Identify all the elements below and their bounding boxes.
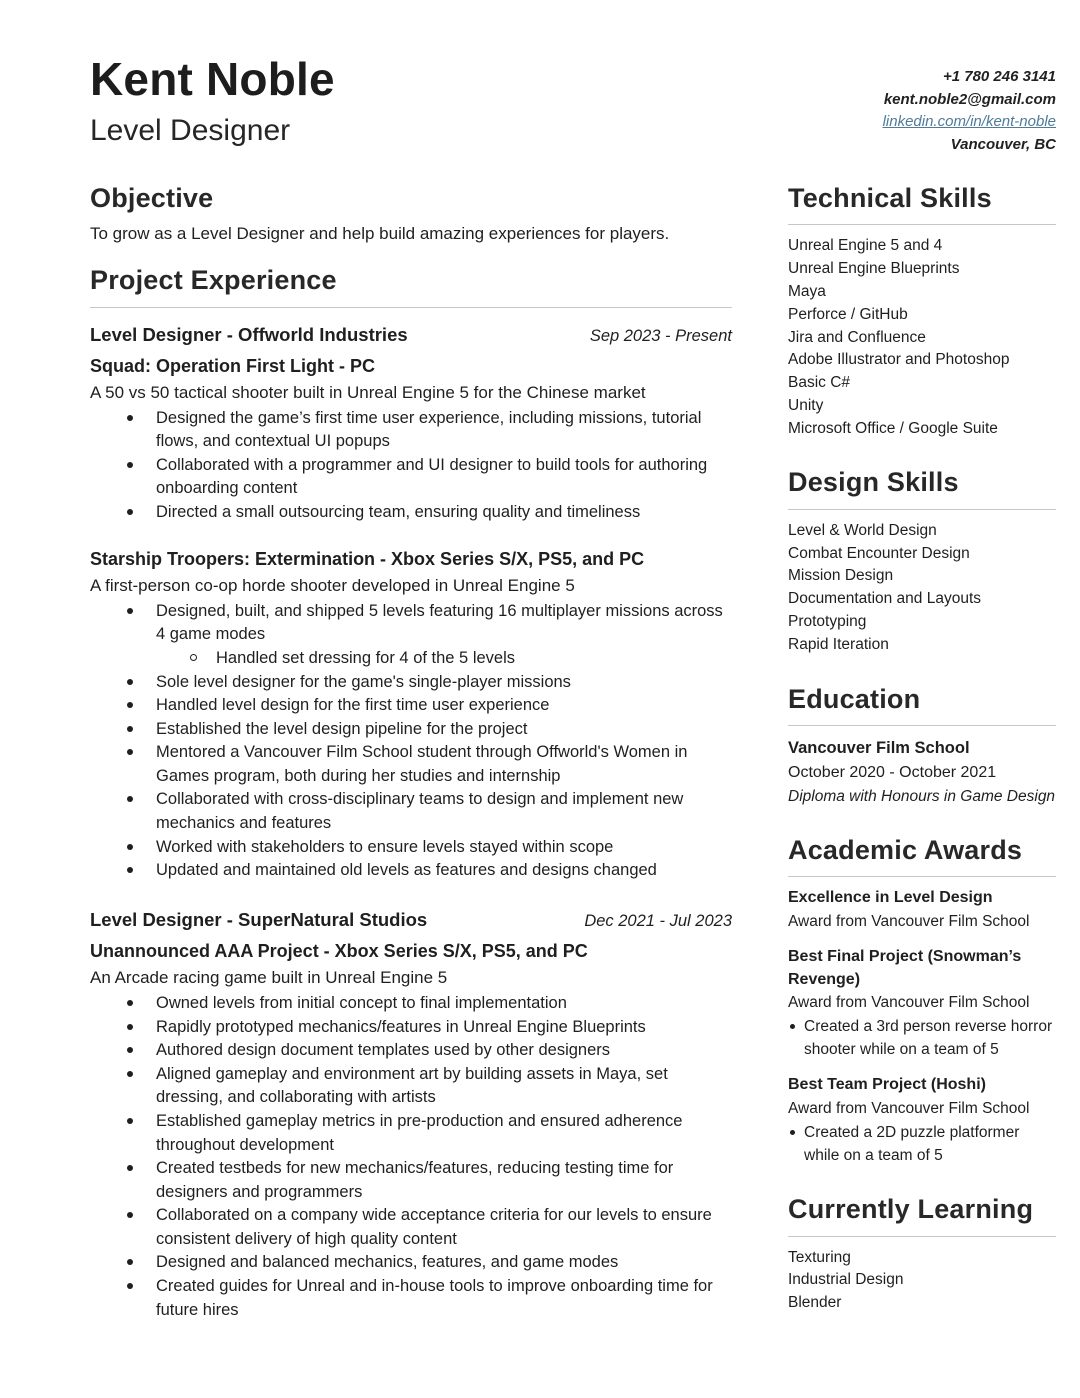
job-dates: Dec 2021 - Jul 2023: [584, 911, 732, 930]
bullet-item: [90, 1275, 732, 1322]
project-squad: [90, 354, 732, 525]
technical-skills-heading: Technical Skills: [788, 183, 992, 213]
bullet-text: Sole level designer for the game's single-player missions: [156, 672, 571, 691]
bullet-item: [90, 1251, 732, 1275]
bullet-text: Handled level design for the first time user experience: [156, 696, 550, 715]
bullet-item: [90, 454, 732, 501]
bullet-dot-icon: [127, 1000, 133, 1006]
bullet-item: [90, 671, 732, 695]
award-title: Best Final Project (Snowman’s Revenge): [788, 948, 1022, 988]
project-unannounced: [90, 939, 732, 1322]
job-header: [90, 324, 732, 346]
education-heading: Education: [788, 683, 921, 714]
skill-item: Jira and Confluence: [788, 328, 926, 346]
bullet-dot-icon: [127, 1283, 133, 1289]
bullet-item: [90, 992, 732, 1016]
bullet-item: [90, 1039, 732, 1063]
bullet-text: Updated and maintained old levels as features and designs changed: [156, 861, 657, 880]
bullet-text: Designed and balanced mechanics, features, and game modes: [156, 1253, 619, 1272]
skill-item: Microsoft Office / Google Suite: [788, 419, 998, 437]
bullet-dot-icon: [127, 796, 133, 802]
contact-location: Vancouver, BC: [950, 135, 1056, 153]
bullet-dot-icon: [127, 1165, 133, 1171]
sub-bullet-circle-icon: [190, 654, 197, 661]
section-divider: [788, 876, 1056, 877]
bullet-item: [90, 1204, 732, 1251]
bullet-item: [90, 501, 732, 525]
project-description: An Arcade racing game built in Unreal Engine 5: [90, 968, 448, 988]
bullet-text: Rapidly prototyped mechanics/features in Unreal Engine Blueprints: [156, 1017, 646, 1036]
bullet-text: Created a 2D puzzle platformer while on a team of 5: [804, 1124, 1020, 1164]
skill-item: Prototyping: [788, 612, 867, 630]
resume-header: [90, 54, 1056, 156]
job-title: Level Designer - Offworld Industries: [90, 323, 408, 345]
contact-phone: +1 780 246 3141: [942, 68, 1056, 85]
experience-section: [90, 264, 732, 1322]
bullet-text: Collaborated with a programmer and UI designer to build tools for authoring onboarding content: [156, 455, 708, 498]
skill-item: Adobe Illustrator and Photoshop: [788, 351, 1010, 369]
bullet-dot-icon: [127, 415, 133, 421]
objective-heading: Objective: [90, 183, 214, 213]
bullet-item: [90, 788, 732, 835]
bullet-dot-icon: [127, 1259, 133, 1265]
award-title: Excellence in Level Design: [788, 889, 993, 907]
bullet-list: [90, 407, 732, 525]
design-skills-heading: Design Skills: [788, 467, 959, 498]
award-entry: [788, 887, 1056, 933]
bullet-text: Owned levels from initial concept to final implementation: [156, 993, 567, 1012]
bullet-item: [90, 407, 732, 454]
bullet-text: Designed, built, and shipped 5 levels featuring 16 multiplayer missions across 4 game modes: [156, 601, 723, 644]
bullet-dot-icon: [127, 679, 133, 685]
skill-item: Mission Design: [788, 567, 894, 585]
education-dates: October 2020 - October 2021: [788, 763, 997, 781]
bullet-text: Authored design document templates used by other designers: [156, 1041, 611, 1060]
bullet-dot-icon: [127, 1118, 133, 1124]
bullet-dot-icon: [127, 509, 133, 515]
award-title: Best Team Project (Hoshi): [788, 1076, 986, 1094]
bullet-dot-icon: [790, 1024, 795, 1029]
awards-heading: Academic Awards: [788, 834, 1023, 865]
skill-item: Combat Encounter Design: [788, 544, 970, 562]
bullet-text: Established the level design pipeline for the project: [156, 719, 528, 738]
bullet-text: Designed the game’s first time user experience, including missions, tutorial flows, and contextual UI popups: [156, 408, 702, 451]
bullet-dot-icon: [127, 608, 133, 614]
bullet-text: Aligned gameplay and environment art by building assets in Maya, set dressing, and collaborating with artists: [156, 1064, 668, 1107]
bullet-text: Collaborated with cross-disciplinary teams to design and implement new mechanics and features: [156, 790, 684, 833]
bullet-item: [90, 741, 732, 788]
bullet-text: Established gameplay metrics in pre-production and ensured adherence throughout development: [156, 1111, 683, 1154]
currently-learning-section: [788, 1193, 1056, 1315]
bullet-item: [90, 1157, 732, 1204]
project-name: Unannounced AAA Project - Xbox Series S/X, PS5, and PC: [90, 940, 588, 961]
main-column: [90, 182, 732, 1322]
award-source: Award from Vancouver Film School: [788, 993, 1030, 1011]
contact-email: kent.noble2@gmail.com: [883, 90, 1056, 108]
bullet-dot-icon: [127, 462, 133, 468]
award-entry: [788, 946, 1056, 1061]
bullet-text: Worked with stakeholders to ensure levels stayed within scope: [156, 837, 614, 856]
section-divider: [788, 509, 1056, 510]
bullet-dot-icon: [127, 844, 133, 850]
education-credential: Diploma with Honours in Game Design: [788, 787, 1056, 805]
bullet-item: [90, 600, 732, 647]
name-block: [90, 54, 335, 148]
contact-block: [883, 54, 1056, 156]
bullet-dot-icon: [127, 1212, 133, 1218]
bullet-dot-icon: [127, 749, 133, 755]
sub-bullet-item: [90, 647, 732, 671]
section-divider: [788, 1236, 1056, 1237]
bullet-text: Handled set dressing for 4 of the 5 levels: [216, 648, 516, 667]
bullet-item: [90, 1110, 732, 1157]
award-bullet-item: [788, 1016, 1056, 1061]
bullet-text: Mentored a Vancouver Film School student through Offworld's Women in Games program, both during her studies and internship: [156, 743, 688, 785]
bullet-item: [90, 859, 732, 883]
skill-item: Rapid Iteration: [788, 635, 889, 653]
learning-item: Texturing: [788, 1248, 851, 1266]
bullet-dot-icon: [127, 1024, 133, 1030]
award-entry: [788, 1074, 1056, 1167]
award-bullet-item: [788, 1122, 1056, 1167]
design-skills-section: [788, 466, 1056, 656]
job-header: [90, 909, 732, 931]
skill-item: Unreal Engine 5 and 4: [788, 237, 943, 255]
bullet-dot-icon: [127, 726, 133, 732]
skill-item: Unity: [788, 396, 824, 414]
bullet-text: Collaborated on a company wide acceptance criteria for our levels to ensure consistent delivery of high quality content: [156, 1206, 712, 1248]
project-starship: [90, 547, 732, 883]
bullet-item: [90, 1063, 732, 1110]
project-name: Starship Troopers: Extermination - Xbox Series S/X, PS5, and PC: [90, 548, 645, 569]
section-divider: [788, 725, 1056, 726]
project-description: A first-person co-op horde shooter developed in Unreal Engine 5: [90, 575, 575, 595]
sidebar-column: [788, 182, 1056, 1341]
section-divider: [788, 224, 1056, 225]
experience-heading: Project Experience: [90, 265, 337, 296]
bullet-text: Directed a small outsourcing team, ensuring quality and timeliness: [156, 503, 641, 522]
bullet-text: Created a 3rd person reverse horror shooter while on a team of 5: [804, 1018, 1053, 1058]
objective-text: To grow as a Level Designer and help build amazing experiences for players.: [90, 224, 670, 244]
skill-item: Perforce / GitHub: [788, 305, 908, 323]
objective-section: [90, 182, 732, 246]
education-school: Vancouver Film School: [788, 738, 970, 757]
bullet-list: [90, 992, 732, 1322]
section-divider: [90, 307, 732, 308]
bullet-dot-icon: [127, 1071, 133, 1077]
skill-item: Documentation and Layouts: [788, 590, 982, 608]
contact-linkedin-link[interactable]: linkedin.com/in/kent-noble: [882, 113, 1056, 130]
person-title: Level Designer: [90, 113, 291, 147]
bullet-text: Created guides for Unreal and in-house tools to improve onboarding time for future hires: [156, 1277, 713, 1319]
job-entry-supernatural: [90, 909, 732, 1322]
skill-item: Level & World Design: [788, 521, 937, 539]
bullet-list: [90, 600, 732, 883]
learning-item: Industrial Design: [788, 1271, 904, 1289]
bullet-item: [90, 1016, 732, 1040]
skill-item: Unreal Engine Blueprints: [788, 260, 960, 278]
job-title: Level Designer - SuperNatural Studios: [90, 908, 428, 930]
technical-skills-section: [788, 182, 1056, 440]
award-source: Award from Vancouver Film School: [788, 1099, 1030, 1117]
bullet-item: [90, 718, 732, 742]
bullet-dot-icon: [127, 1047, 133, 1053]
person-name: Kent Noble: [90, 53, 335, 105]
bullet-dot-icon: [127, 867, 133, 873]
bullet-text: Created testbeds for new mechanics/features, reducing testing time for designers and programmers: [156, 1159, 674, 1201]
content-columns: [90, 182, 1056, 1341]
bullet-item: [90, 836, 732, 860]
awards-section: [788, 834, 1056, 1167]
learning-item: Blender: [788, 1294, 842, 1312]
education-section: [788, 683, 1056, 808]
bullet-dot-icon: [127, 702, 133, 708]
job-dates: Sep 2023 - Present: [589, 326, 732, 345]
bullet-item: [90, 694, 732, 718]
project-description: A 50 vs 50 tactical shooter built in Unreal Engine 5 for the Chinese market: [90, 382, 646, 402]
skill-item: Maya: [788, 282, 826, 300]
currently-learning-heading: Currently Learning: [788, 1194, 1034, 1225]
project-name: Squad: Operation First Light - PC: [90, 355, 375, 376]
job-entry-offworld: [90, 324, 732, 883]
bullet-dot-icon: [790, 1130, 795, 1135]
skill-item: Basic C#: [788, 374, 851, 392]
award-source: Award from Vancouver Film School: [788, 912, 1030, 930]
